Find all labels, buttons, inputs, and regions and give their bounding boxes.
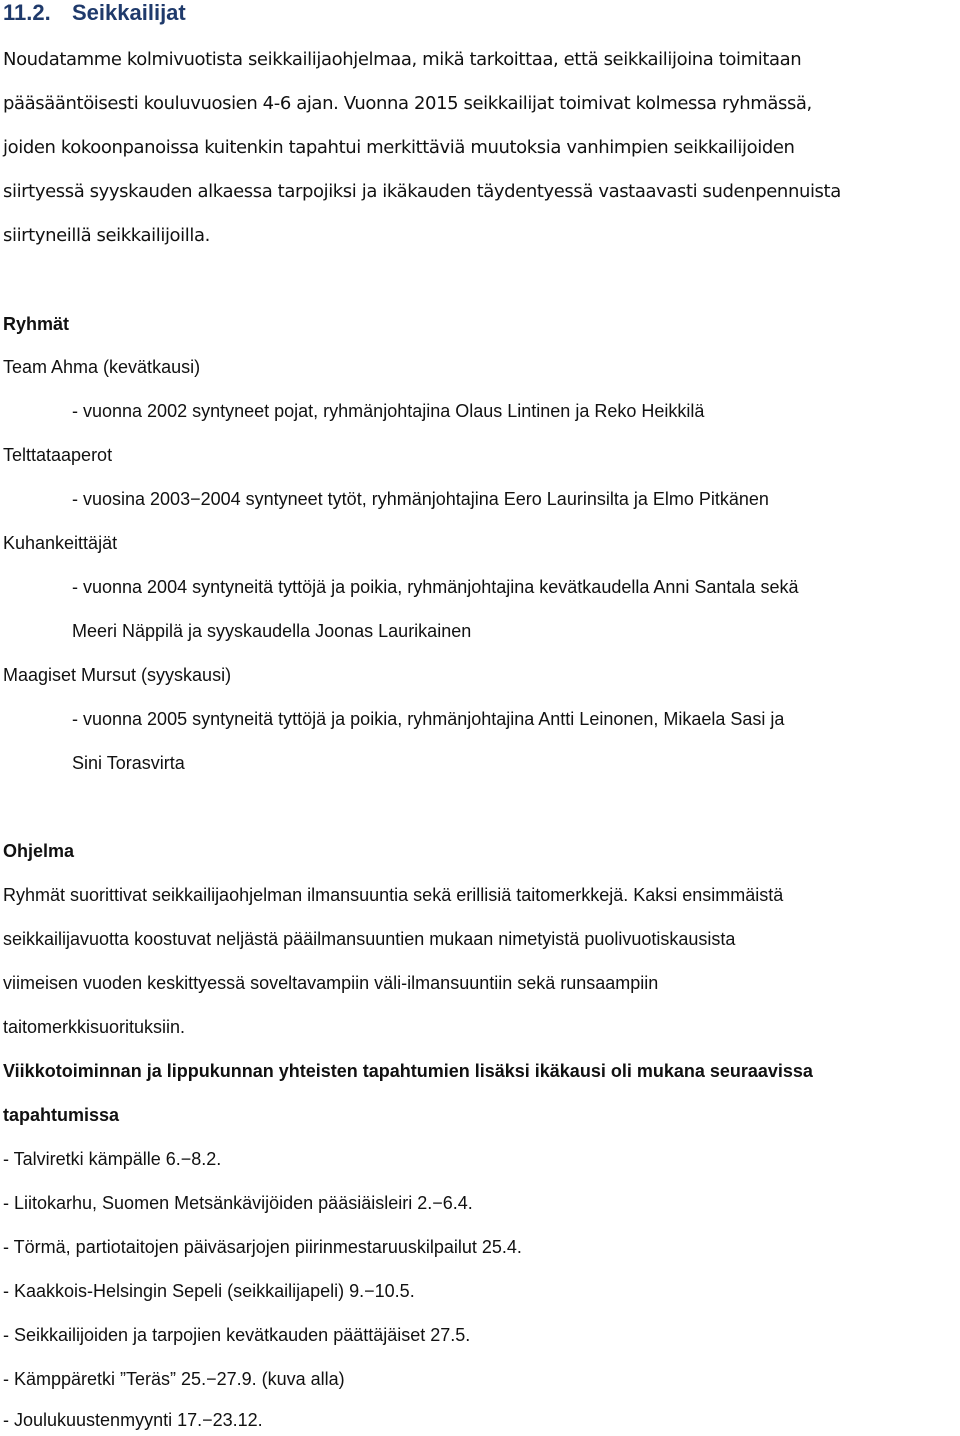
- intro-line: joiden kokoonpanoissa kuitenkin tapahtui merkittäviä muutoksia vanhimpien seikkailijoiden: [3, 137, 795, 158]
- group-name: Maagiset Mursut (syyskausi): [3, 665, 232, 685]
- group-description: - vuonna 2005 syntyneitä tyttöjä ja poikia, ryhmänjohtajina Antti Leinonen, Mikaela Sasi ja: [72, 709, 785, 729]
- group-description: Meeri Näppilä ja syyskaudella Joonas Laurikainen: [72, 621, 472, 641]
- event-item: - Liitokarhu, Suomen Metsänkävijöiden pääsiäisleiri 2.−6.4.: [3, 1193, 473, 1213]
- group-name: Kuhankeittäjät: [3, 533, 118, 553]
- intro-line: pääsääntöisesti kouluvuosien 4-6 ajan. Vuonna 2015 seikkailijat toimivat kolmessa ryhmässä,: [3, 93, 812, 114]
- group-description: - vuosina 2003−2004 syntyneet tytöt, ryhmänjohtajina Eero Laurinsilta ja Elmo Pitkänen: [72, 489, 769, 509]
- events-heading: tapahtumissa: [3, 1105, 120, 1125]
- group-description: - vuonna 2002 syntyneet pojat, ryhmänjohtajina Olaus Lintinen ja Reko Heikkilä: [72, 401, 705, 421]
- event-item: - Talviretki kämpälle 6.−8.2.: [3, 1149, 222, 1169]
- section-title: Seikkailijat: [72, 0, 186, 25]
- intro-line: Noudatamme kolmivuotista seikkailijaohjelmaa, mikä tarkoittaa, että seikkailijoina toimitaan: [3, 49, 802, 70]
- group-description: - vuonna 2004 syntyneitä tyttöjä ja poikia, ryhmänjohtajina kevätkaudella Anni Santala sekä: [72, 577, 799, 597]
- groups-heading: Ryhmät: [3, 314, 70, 334]
- program-heading: Ohjelma: [3, 841, 75, 861]
- intro-line: siirtyessä syyskauden alkaessa tarpojiksi ja ikäkauden täydentyessä vastaavasti sudenpennuista: [3, 181, 841, 202]
- event-item: - Törmä, partiotaitojen päiväsarjojen piirinmestaruuskilpailut 25.4.: [3, 1237, 522, 1257]
- group-name: Telttataaperot: [3, 445, 113, 465]
- group-name: Team Ahma (kevätkausi): [3, 357, 201, 377]
- events-heading: Viikkotoiminnan ja lippukunnan yhteisten tapahtumien lisäksi ikäkausi oli mukana seuraavissa: [3, 1061, 813, 1081]
- event-item: - Joulukuustenmyynti 17.−23.12.: [3, 1410, 263, 1430]
- program-line: Ryhmät suorittivat seikkailijaohjelman ilmansuuntia sekä erillisiä taitomerkkejä. Kaksi ensimmäistä: [3, 885, 784, 905]
- event-item: - Kämppäretki ”Teräs” 25.−27.9. (kuva alla): [3, 1369, 345, 1389]
- event-item: - Seikkailijoiden ja tarpojien kevätkauden päättäjäiset 27.5.: [3, 1325, 471, 1345]
- intro-line: siirtyneillä seikkailijoilla.: [3, 225, 210, 246]
- section-number: 11.2.: [3, 0, 51, 25]
- program-line: taitomerkkisuorituksiin.: [3, 1017, 186, 1037]
- group-description: Sini Torasvirta: [72, 753, 185, 773]
- event-item: - Kaakkois-Helsingin Sepeli (seikkailijapeli) 9.−10.5.: [3, 1281, 415, 1301]
- program-line: viimeisen vuoden keskittyessä soveltavampiin väli-ilmansuuntiin sekä runsaampiin: [3, 973, 659, 993]
- program-line: seikkailijavuotta koostuvat neljästä pääilmansuuntien mukaan nimetyistä puolivuotiskausista: [3, 929, 736, 949]
